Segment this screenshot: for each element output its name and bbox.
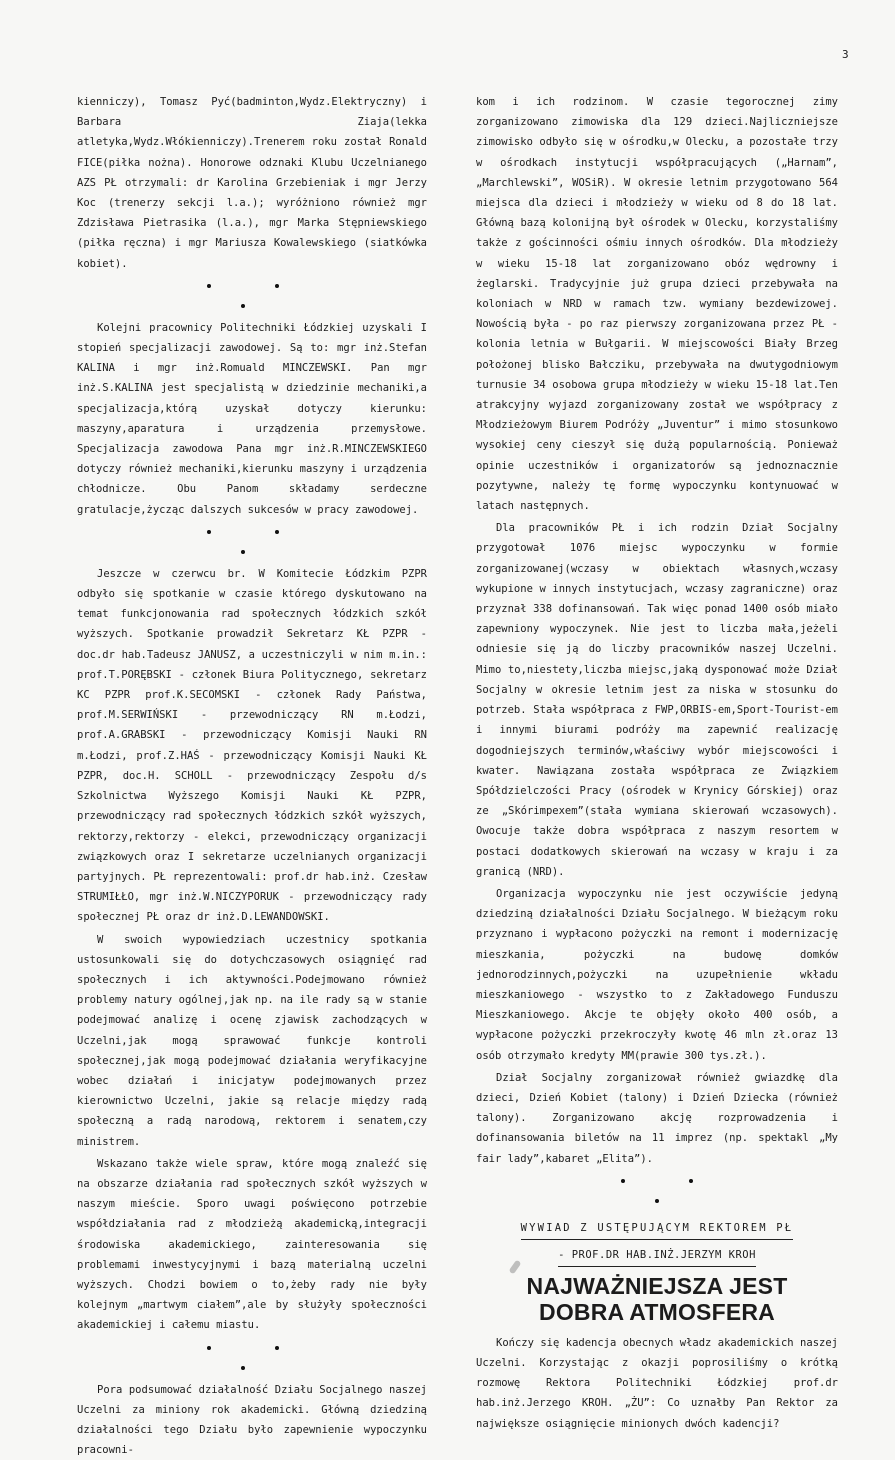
article-paragraph: Wskazano także wiele spraw, które mogą znaleźć się na obszarze działania rad społecznych szkół wyższych w naszym mieście. Sporo uwagi poświęcono potrzebie współdziałania rad z młodzieżą akademicką,integracji środowiska akademickiego, zainteresowania się problemami inwestycyjnymi i bazą materialną uczelni wyższych. Chodzi bowiem o to,żeby rady nie były kolejnym „martwym ciałem”,ale by służyły społeczności akademickiej i całemu miastu. xyxy=(77,1157,427,1332)
section-separator xyxy=(476,1169,838,1213)
section-separator xyxy=(77,520,427,564)
article-paragraph: Kolejni pracownicy Politechniki Łódzkiej uzyskali I stopień specjalizacji zawodowej. Są to: mgr inż.Stefan KALINA i mgr inż.Romuald MINCZEWSKI. Pan mgr inż.S.KALINA jest specjalistą w dziedzinie mechaniki,a specjalizacja,którą uzyskał dotyczy kierunku: maszyny,aparatura i urządzenia przemysłowe. Specjalizacja zawodowa Pana mgr inż.R.MINCZEWSKIEGO dotyczy również mechaniki,kierunku maszyny i urządzenia chłodnicze. Obu Panom składamy serdeczne gratulacje,życząc dalszych sukcesów w pracy zawodowej. xyxy=(77,321,427,516)
interview-kicker-line: WYWIAD Z USTĘPUJĄCYM REKTOREM PŁ xyxy=(521,1219,794,1240)
article-paragraph: Jeszcze w czerwcu br. W Komitecie Łódzkim PZPR odbyło się spotkanie w czasie którego dyskutowano na temat funkcjonowania rad społecznych łódzkich szkół wyższych. Spotkanie prowadził Sekretarz KŁ PZPR - doc.dr hab.Tadeusz JANUSZ, a uczestniczyli w nim m.in.: prof.T.PORĘBSKI - członek Biura Politycznego, sekretarz KC PZPR prof.K.SECOMSKI - członek Rady Państwa, prof.M.SERWIŃSKI - przewodniczący RN m.Łodzi, prof.A.GRABSKI - przewodniczący Komisji Nauki RN m.Łodzi, prof.Z.HAŚ - przewodniczący Komisji Nauki KŁ PZPR, doc.H. SCHOLL - przewodniczący Zespołu d/s Szkolnictwa Wyższego Komisji Nauki KŁ PZPR, przewodniczący rad społecznych łódzkich szkół wyższych, rektorzy,rektorzy - elekci, przewodniczący organizacji związkowych oraz I sekretarze uczelnianych organizacji partyjnych. PŁ reprezentowali: prof.dr hab.inż. Czesław STRUMIŁŁO, mgr inż.W.NICZYPORUK - przewodniczący rady społecznej PŁ oraz dr inż.D.LEWANDOWSKI. xyxy=(77,567,427,924)
article-paragraph: kienniczy), Tomasz Pyć(badminton,Wydz.Elektryczny) i Barbara Ziaja(lekka atletyka,Wydz.Włókienniczy).Trenerem roku został Ronald FICE(piłka nożna). Honorowe odznaki Klubu Uczelnianego AZS PŁ otrzymali: dr Karolina Grzebieniak i mgr Jerzy Koc (trenerzy sekcji l.a.); wyróżniono również mgr Zdzisława Pietrasika (l.a.), mgr Marka Stępniewskiego (piłka ręczna) i mgr Mariusza Kowalewskiego (siatkówka kobiet). xyxy=(77,96,427,270)
interview-kicker xyxy=(476,1219,838,1267)
left-column xyxy=(77,92,427,1460)
headline-line: DOBRA ATMOSFERA xyxy=(539,1298,775,1325)
section-separator xyxy=(77,1336,427,1380)
headline-line: NAJWAŻNIEJSZA JEST xyxy=(526,1272,788,1299)
article-paragraph: Dla pracowników PŁ i ich rodzin Dział Socjalny przygotował 1076 miejsc wypoczynku w formie zorganizowanej(wczasy w obiektach własnych,wczasy wykupione w innych instytucjach, wczasy zagraniczne) oraz przyznał 338 dofinansowań. Tak więc ponad 1400 osób miało zapewniony wypoczynek. Nie jest to liczba mała,jeżeli odniesie się ją do liczby pracowników naszej Uczelni. Mimo to,niestety,liczba miejsc,jaką dysponować może Dział Socjalny w okresie letnim jest za niska w stosunku do potrzeb. Stała współpraca z FWP,ORBIS-em,Sport-Tourist-em i innymi biurami podróży ma zapewnić realizację dogodniejszych terminów,właściwy wybór miejscowości i kwater. Nawiązana została współpraca ze Związkiem Spółdzielczości Pracy (ośrodek w Krynicy Górskiej) oraz ze „Skórimpexem”(stała wymiana skierowań wczasowych). Owocuje także dobra współpraca z naszym resortem w postaci dodatkowych skierowań na wczasy w kraju i za granicą (NRD). xyxy=(476,522,838,878)
article-paragraph: Pora podsumować działalność Działu Socjalnego naszej Uczelni za miniony rok akademicki. Główną dziedziną działalności tego Działu było zapewnienie wypoczynku pracowni- xyxy=(77,1383,427,1457)
section-separator xyxy=(77,274,427,318)
interview-intro: Kończy się kadencja obecnych władz akademickich naszej Uczelni. Korzystając z okazji poprosiliśmy o krótką rozmowę Rektora Politechniki Łódzkiej prof.dr hab.inż.Jerzego KROH. „ŻU”: Co uznałby Pan Rektor za największe osiągnięcie minionych dwóch kadencji? xyxy=(476,1336,838,1430)
article-paragraph: W swoich wypowiedziach uczestnicy spotkania ustosunkowali się do dotychczasowych osiągnięć rad społecznych i ich aktywności.Podejmowano również problemy natury ogólnej,jak np. na ile rady są w stanie podejmować analizę i ocenę zjawisk zachodzących w Uczelni,jak mogą sprawować funkcje kontroli społecznej,jak mogą podejmować działania weryfikacyjne wobec działań i inicjatyw podejmowanych przez kierownictwo Uczelni, jakie są relacje między radą społeczną a radą narodową, rektorem i senatem,czy ministrem. xyxy=(77,933,427,1148)
page-number: 3 xyxy=(842,48,849,61)
right-column xyxy=(476,92,838,1434)
interview-headline xyxy=(476,1273,838,1325)
article-paragraph: kom i ich rodzinom. W czasie tegorocznej zimy zorganizowano zimowiska dla 129 dzieci.Najliczniejsze zimowisko odbyło się w ośrodku,w Olecku, a pozostałe trzy w ośrodkach instytucji współpracujących („Harnam”, „Marchlewski”, WOSiR). W okresie letnim przygotowano 564 miejsca dla dzieci i młodzieży w wieku od 8 do 18 lat. Główną bazą kolonijną był ośrodek w Olecku, korzystaliśmy także z gościnności ośmiu innych ośrodków. Dla młodzieży w wieku 15-18 lat zorganizowano obóz wędrowny i żeglarski. Tradycyjnie już grupa dzieci przebywała na koloniach w NRD w ramach tzw. wymiany bezdewizowej. Nowością była - po raz pierwszy zorganizowana przez PŁ - kolonia letnia w Bułgarii. W miejscowości Biały Brzeg położonej blisko Bałcziku, przebywała na dwutygodniowym turnusie 34 osobowa grupa młodzieży w wieku 15-18 lat.Ten atrakcyjny wyjazd zorganizowany został we współpracy z Młodzieżowym Biurem Podróży „Juventur” i mimo stosunkowo wysokiej ceny cieszył się dużą popularnością. Ponieważ opinie uczestników i organizatorów są jednoznacznie pozytywne, należy tę formę wypoczynku kontynuować w latach następnych. xyxy=(476,96,838,513)
interview-kicker-line: - PROF.DR HAB.INŻ.JERZYM KROH xyxy=(558,1246,756,1267)
article-paragraph: Dział Socjalny zorganizował również gwiazdkę dla dzieci, Dzień Kobiet (talony) i Dzień Dziecka (również talony). Zorganizowano akcję rozprowadzenia i dofinansowania biletów na 11 imprez (np. spektakl „My fair lady”,kabaret „Elita”). xyxy=(476,1071,838,1165)
article-paragraph: Organizacja wypoczynku nie jest oczywiście jedyną dziedziną działalności Działu Socjalnego. W bieżącym roku przyznano i wypłacono pożyczki na remont i modernizację mieszkania, pożyczki na budowę domków jednorodzinnych,pożyczki na uzupełnienie wkładu mieszkaniowego - wszystko to z Zakładowego Funduszu Mieszkaniowego. Akcje te objęły około 400 osób, a wypłacone pożyczki przekroczyły kwotę 46 mln zł.oraz 13 osób otrzymało kredyty MM(prawie 300 tys.zł.). xyxy=(476,887,838,1062)
